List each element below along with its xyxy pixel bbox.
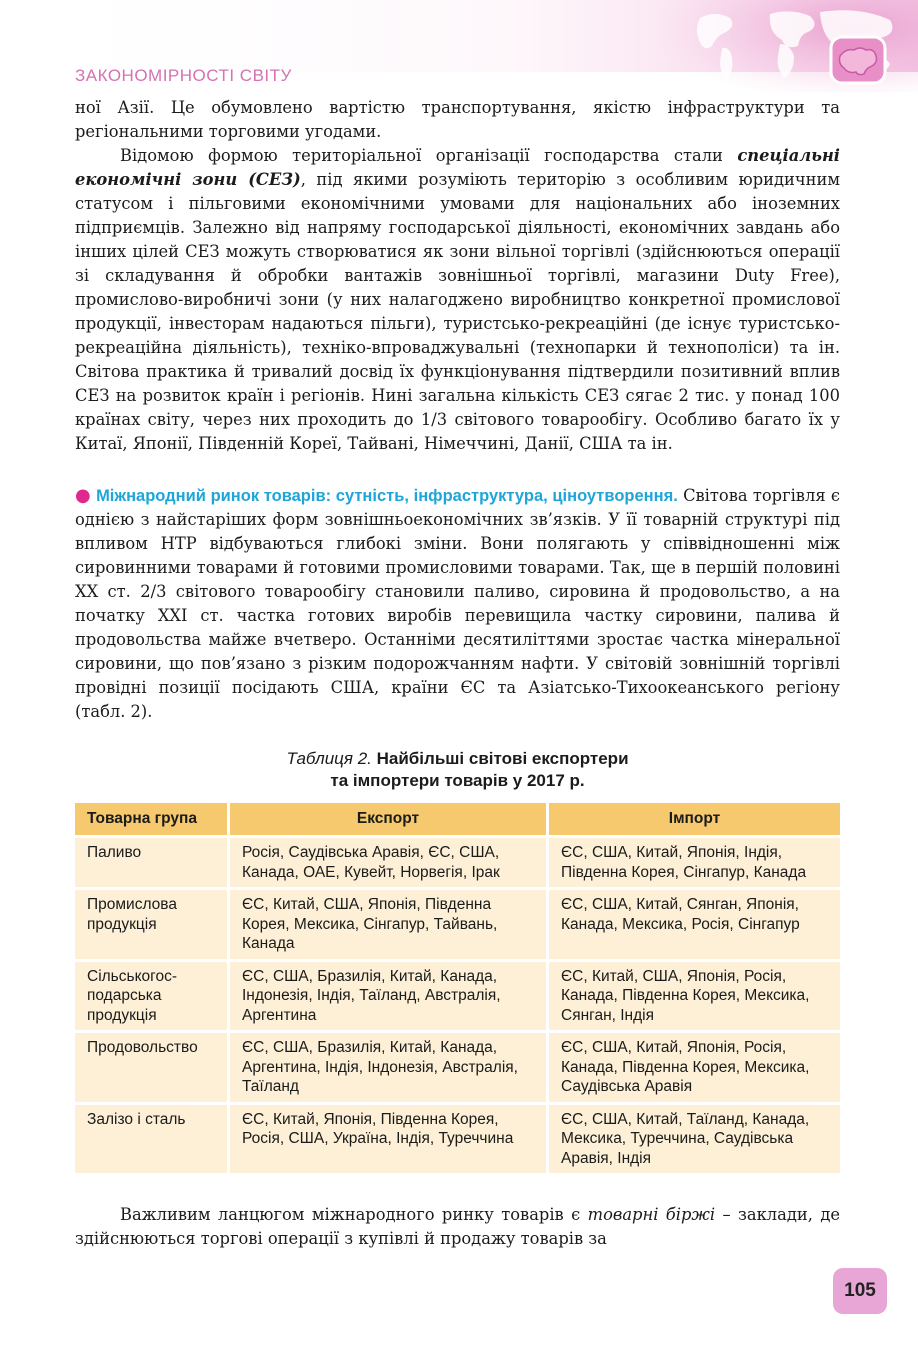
paragraph-exchanges [75, 1203, 840, 1251]
table-caption-line-1 [75, 748, 840, 770]
table-row [75, 889, 840, 961]
paragraph-sez [75, 144, 840, 456]
body-text-bottom [75, 1203, 840, 1251]
section-text: Світова торгівля є однією з найстаріших форм зовнішньоекономічних зв’язків. У її товарній структурі під впливом НТР відбуваються глибокі зміни. Вони полягають у співвідношенні між сировинними товарами й готовими промисловими товарами. Так, ще в першій половині XX ст. 2/3 світового товарообігу становили паливо, сировина й продовольство, а на початку XXI ст. частка готових виробів перевищила частку сировини, палива й продовольства майже вчетверо. Останніми десятиліттями зростає частка мінеральної сировини, що пов’язано з різким подорожчанням нафти. У світовій зовнішній торгівлі провідні позиції посідають США, країни ЄС та Азіатсько-Тихоокеанського регіону (табл. 2). [75, 486, 840, 721]
cell-goods-group: Сільськогос-подарська продукція [75, 960, 229, 1032]
cell-import: ЄС, США, Китай, Японія, Індія, Південна Корея, Сінгапур, Канада [548, 837, 841, 889]
section-paragraph [75, 484, 840, 724]
section-market [75, 484, 840, 724]
table-row [75, 1103, 840, 1175]
exporters-importers-table [75, 803, 840, 1176]
paragraph-exchanges-rest: – заклади, де здійснюються торгові операції з купівлі й продажу товарів за [75, 1205, 840, 1248]
cell-goods-group: Паливо [75, 837, 229, 889]
table-caption-title-1: Найбільші світові експортери [376, 749, 629, 768]
table-caption-title-2: та імпортери товарів у 2017 р. [330, 771, 585, 790]
bullet-icon: ● [75, 485, 91, 506]
cell-import: ЄС, США, Китай, Таїланд, Канада, Мексика, Туреччина, Саудівська Аравія, Індія [548, 1103, 841, 1175]
cell-goods-group: Промислова продукція [75, 889, 229, 961]
table-caption-label: Таблиця 2. [286, 749, 372, 768]
paragraph-exchanges-start: Важливим ланцюгом міжнародного ринку товарів є [120, 1205, 588, 1224]
cell-export: ЄС, Китай, Японія, Південна Корея, Росія, США, Україна, Індія, Туреччина [229, 1103, 548, 1175]
section-heading: Міжнародний ринок товарів: сутність, інфраструктура, ціноутворення. [96, 487, 678, 505]
header-import: Імпорт [548, 803, 841, 837]
paragraph-continuation: ної Азії. Це обумовлено вартістю транспортування, якістю інфраструктури та регіональними торговими угодами. [75, 98, 840, 141]
table-caption [75, 748, 840, 792]
header-export: Експорт [229, 803, 548, 837]
table-row [75, 837, 840, 889]
cell-import: ЄС, Китай, США, Японія, Росія, Канада, Південна Корея, Мексика, Сянган, Індія [548, 960, 841, 1032]
body-text-top [75, 96, 840, 456]
cell-export: Росія, Саудівська Аравія, ЄС, США, Канада, ОАЕ, Кувейт, Норвегія, Ірак [229, 837, 548, 889]
page-number: 105 [833, 1268, 887, 1314]
table-header-row [75, 803, 840, 837]
table-row [75, 960, 840, 1032]
paragraph-sez-start: Відомою формою територіальної організації господарства стали [120, 146, 738, 165]
chapter-title: ЗАКОНОМІРНОСТІ СВІТУ [75, 66, 292, 85]
cell-goods-group: Продовольство [75, 1032, 229, 1104]
table-row [75, 1032, 840, 1104]
paragraph-sez-rest: , під якими розуміють територію з особливим юридичним статусом і пільговими економічними умовами для національних або іноземних підприємців. Залежно від напряму господарської діяльності, економічних завдань або інших цілей СЕЗ можуть створюватися як зони вільної торгівлі (здійснюються операції зі складування й обробки вантажів зовнішньої торгівлі, магазини Duty Free), промислово-виробничі зони (у них налагоджено виробництво конкретної промислової продукції, інвесторам надаються пільги), туристсько-рекреаційні (де існує туристсько-рекреаційна діяльність), техніко-впроваджувальні (технопарки й технополіси) та ін. Світова практика й тривалий досвід їх функціонування підтвердили позитивний вплив СЕЗ на розвиток країн і регіонів. Нині загальна кількість СЕЗ сягає 2 тис. у понад 100 країнах світу, через них проходить до 1/3 світового товарообігу. Особливо багато їх у Китаї, Японії, Південній Кореї, Тайвані, Німеччині, Данії, США та ін. [75, 170, 840, 453]
ukraine-map-icon [828, 34, 888, 86]
cell-export: ЄС, США, Бразилія, Китай, Канада, Індонезія, Індія, Таїланд, Австралія, Аргентина [229, 960, 548, 1032]
term-commodity-exchanges: товарні біржі [587, 1205, 716, 1224]
cell-export: ЄС, США, Бразилія, Китай, Канада, Аргентина, Індія, Індонезія, Австралія, Таїланд [229, 1032, 548, 1104]
cell-import: ЄС, США, Китай, Японія, Росія, Канада, Південна Корея, Мексика, Саудівська Аравія [548, 1032, 841, 1104]
cell-import: ЄС, США, Китай, Сянган, Японія, Канада, Мексика, Росія, Сінгапур [548, 889, 841, 961]
header-goods-group: Товарна група [75, 803, 229, 837]
cell-goods-group: Залізо і сталь [75, 1103, 229, 1175]
term-sez: спеціальні економічні зони (СЕЗ) [75, 146, 840, 189]
cell-export: ЄС, Китай, США, Японія, Південна Корея, Мексика, Сінгапур, Тайвань, Канада [229, 889, 548, 961]
